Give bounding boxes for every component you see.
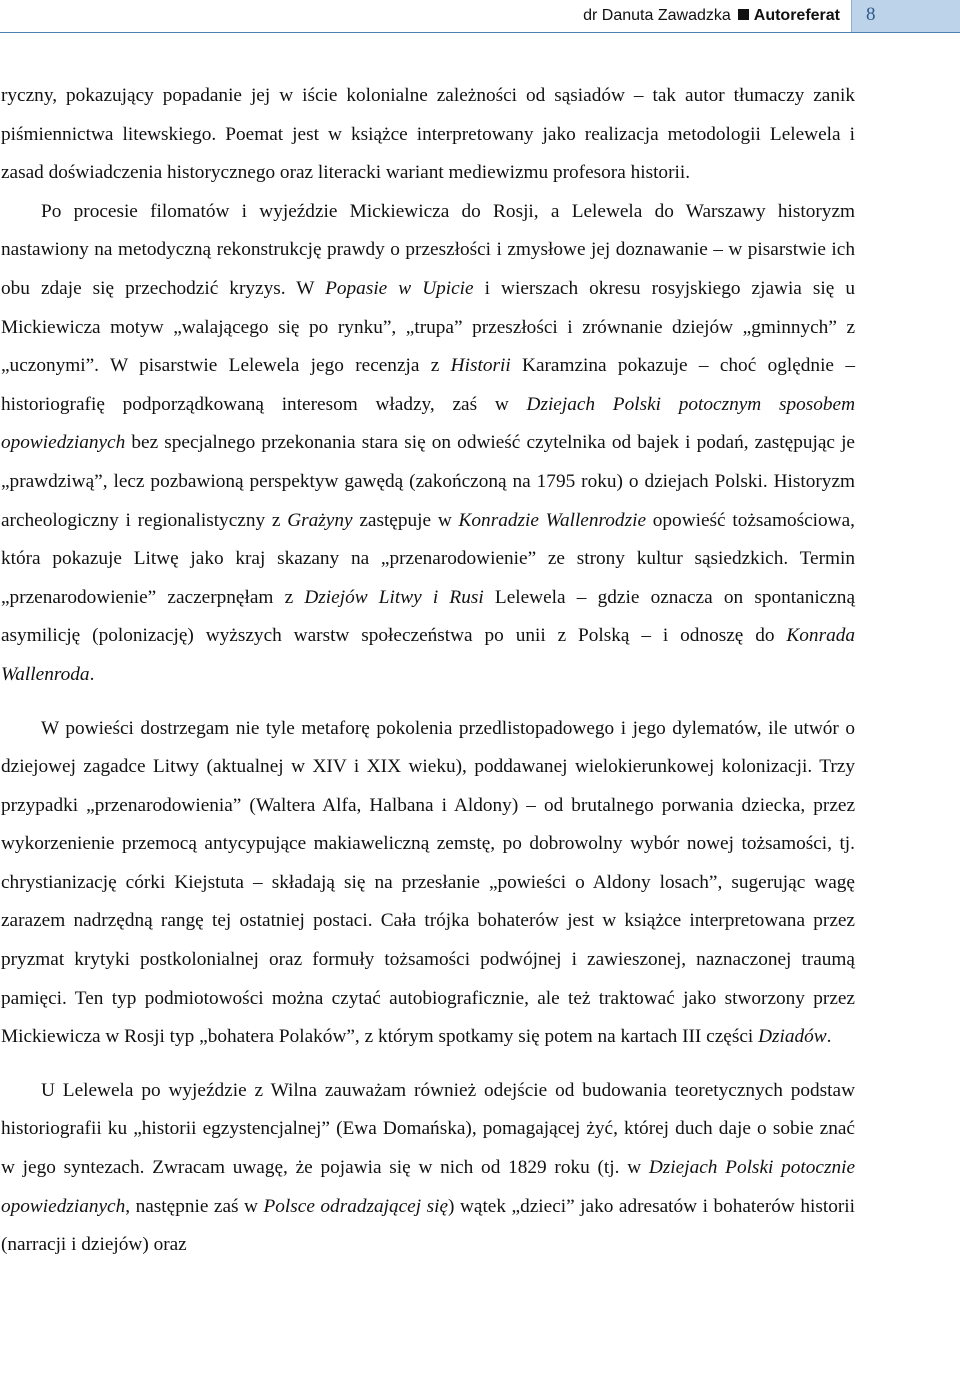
text-run: ) wątek „dzieci” jako adresatów i bohaterów historii (narracji i dziejów) oraz [1,1195,855,1256]
page-header [0,0,960,33]
text-run: zastępuje w [352,509,459,531]
text-run: bez specjalnego przekonania stara się on odwieść czytelnika od bajek i podań, zastępując je „prawdziwą”, lecz pozbawioną perspektyw gawędą (zakończoną na 1795 roku) o dziejach Polski. Historyzm archeologiczny i regionalistyczny z [1,432,855,531]
paragraph-1 [1,77,855,193]
title-polska-odradzajaca-sie: Polsce odradzającej się [263,1195,449,1217]
header-author: dr Danuta Zawadzka [583,7,731,24]
body-text [1,77,855,1265]
text-run: Po procesie filomatów i wyjeździe Mickiewicza do Rosji, a Lelewela do Warszawy historyzm nastawiony na metodyczną rekonstrukcję prawdy o przeszłości i zmysłowe jej doznawanie – w pisarstwie ich obu zdaje się przechodzić kryzys. W [1,200,855,299]
title-dzieje-polski: Dziejach Polski potocznym sposobem opowiedzianych [1,393,855,454]
header-section: Autoreferat [753,7,840,24]
running-header [583,7,840,25]
paragraph-2 [1,193,855,695]
text-run: W powieści dostrzegam nie tyle metaforę pokolenia przedlistopadowego i jego dylematów, ile utwór o dziejowej zagadce Litwy (aktualnej w XIV i XIX wieku), poddawanej wielokierunkowej kolonizacji. Trzy przypadki „przenarodowienia” (Waltera Alfa, Halbana i Aldony) – od brutalnego porwania dziecka, przez wykorzenienie przemocą antycypujące makiaweliczną zemstę, po dobrowolny wybór nowej tożsamości, tj. chrystianizację córki Kiejstuta – składają się na przesłanie „powieści o Aldony losach”, sugerując wagę zarazem nadrzędną rangę tej ostatniej postaci. Cała trójka bohaterów jest w książce interpretowana przez pryzmat krytyki postkolonialnej oraz formuły tożsamości podwójnej i zawieszonej, naznaczonej traumą pamięci. Ten typ podmiotowości można czytać autobiograficznie, ale też traktować jako stworzony przez Mickiewicza w Rosji typ „bohatera Polaków”, z którym spotkamy się potem na kartach III części [1,717,855,1048]
title-dziady: Dziadów [758,1026,827,1048]
text-run: . [826,1026,832,1048]
paragraph-3 [1,710,855,1057]
paragraph-4 [1,1072,855,1265]
title-dzieje-polski-potocznie: Dziejach Polski potocznie opowiedzianych [1,1157,855,1217]
text-run: i wierszach okresu rosyjskiego zjawia się u Mickiewicza motyw „walającego się po rynku”, „trupa” przeszłości i zrównanie dziejów „gminnych” z „uczonymi”. W pisarstwie Lelewela jego recenzja z [1,277,856,377]
text-run: Lelewela – gdzie oznacza on spontaniczną asymilicję (polonizację) wyższych warstw społeczeństwa po unii z Polską – i odnoszę do [1,586,855,647]
title-grazyna: Grażyny [287,509,353,531]
square-bullet-icon [738,9,749,20]
title-konrada-wallenroda: Konrada Wallenroda [1,625,855,685]
title-popas-w-upicie: Popasie w Upicie [325,277,474,299]
title-dzieje-litwy-i-rusi: Dziejów Litwy i Rusi [304,586,484,608]
page-number-box [851,0,960,32]
title-konrad-wallenrod: Konradzie Wallenrodzie [458,509,646,531]
text-run: U Lelewela po wyjeździe z Wilna zauważam również odejście od budowania teoretycznych podstaw historiografii ku „historii egzystencjalnej” (Ewa Domańska), pomagającej żyć, której duch daje o sobie znać w jego syntezach. Zwracam uwagę, że pojawia się w nich od 1829 roku (tj. w [1,1079,855,1179]
text-run: . [89,663,95,685]
title-historii: Historii [450,355,511,377]
text-run: Karamzina pokazuje – choć oględnie – historiografię podporządkowaną interesom władzy, zaś w [1,355,855,415]
text-run: opowieść tożsamościowa, która pokazuje Litwę jako kraj skazany na „przenarodowienie” ze strony kultur sąsiedzkich. Termin „przenarodowienie” zaczerpnęłam z [1,509,855,608]
page-number: 8 [866,4,876,25]
text-run: ryczny, pokazujący popadanie jej w iście kolonialne zależności od sąsiadów – tak autor tłumaczy zanik piśmiennictwa litewskiego. Poemat jest w książce interpretowany jako realizacja metodologii Lelewela i zasad doświadczenia historycznego oraz literacki wariant mediewizmu profesora historii. [1,85,855,184]
text-run: , następnie zaś w [125,1195,264,1217]
